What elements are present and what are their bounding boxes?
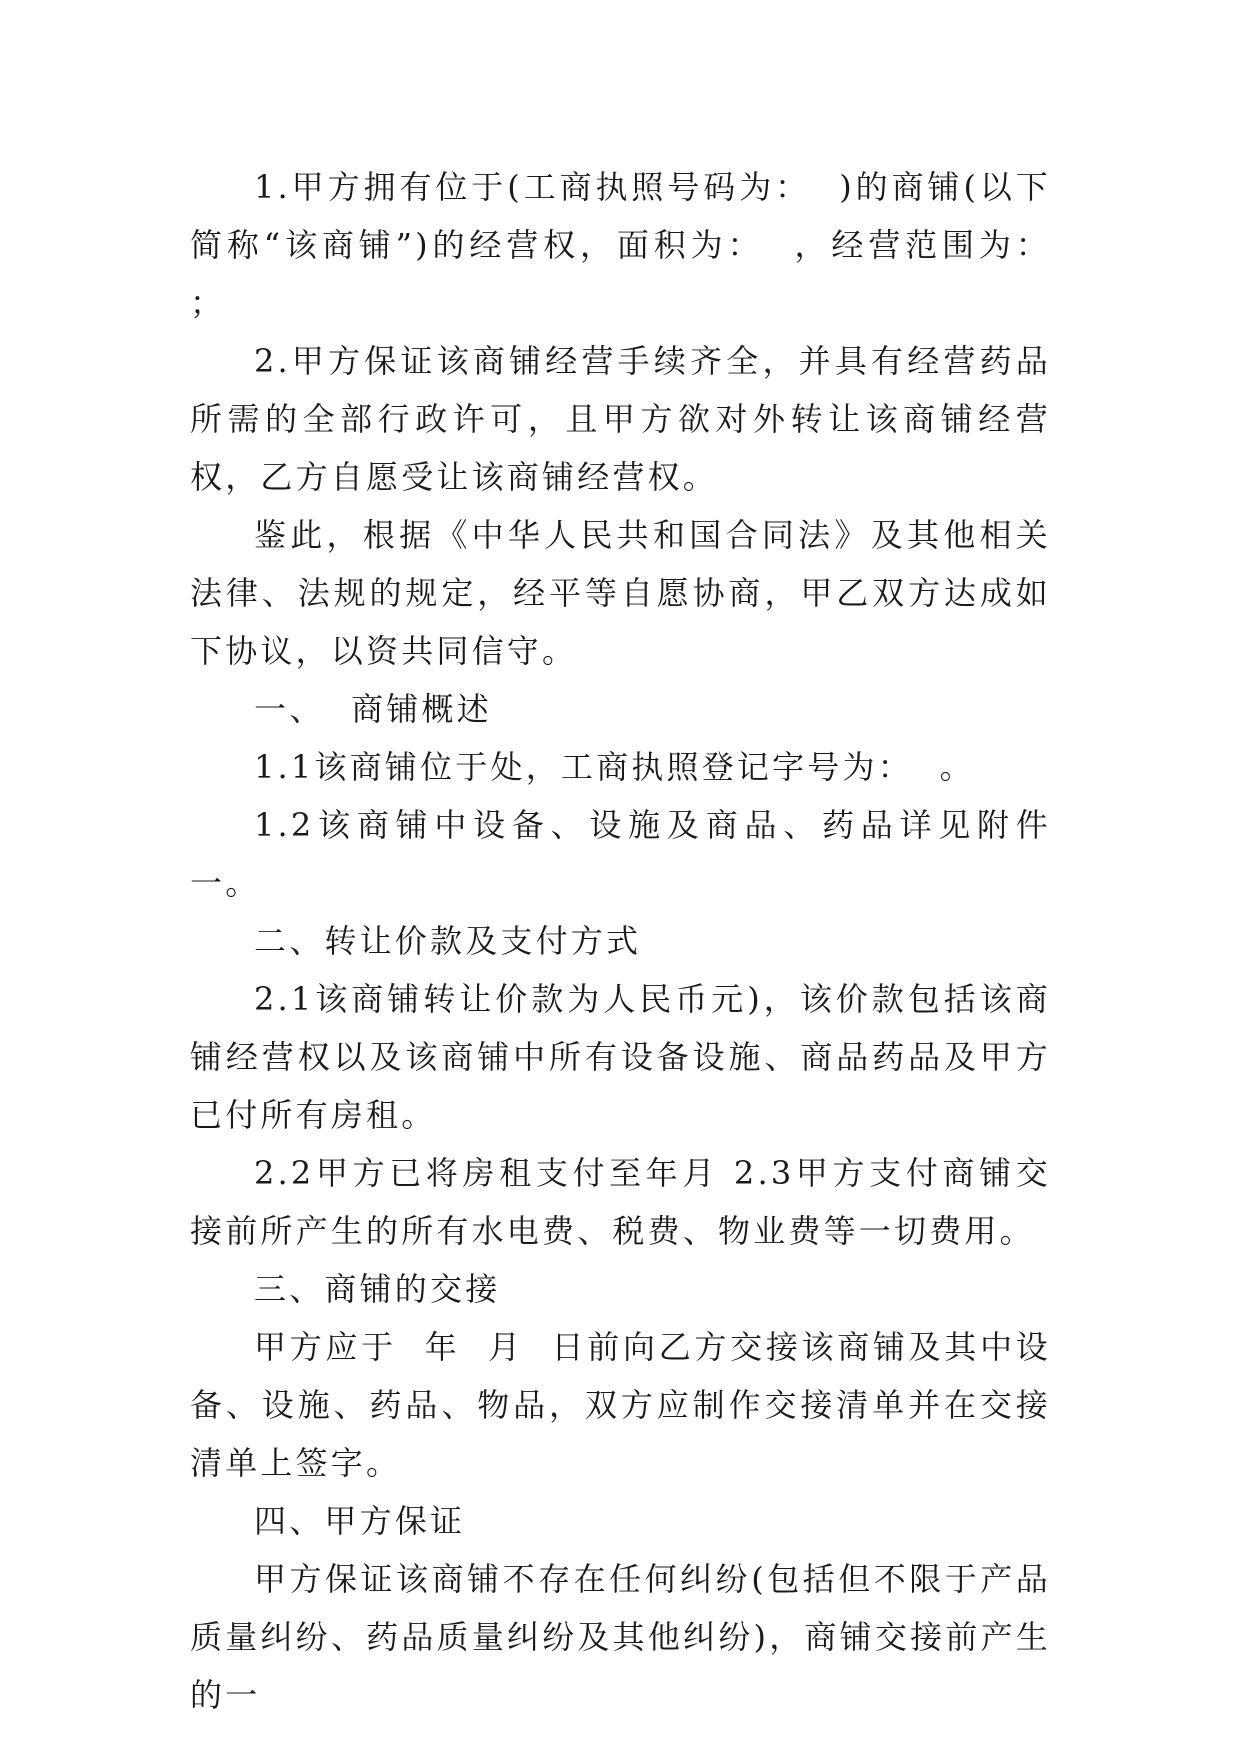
clause-4: 甲方保证该商铺不存在任何纠纷(包括但不限于产品质量纠纷、药品质量纠纷及其他纠纷)，商铺交接前产生的一 [190, 1560, 1051, 1714]
clause-1-2: 1.2该商铺中设备、设施及商品、药品详见附件一。 [190, 806, 1051, 902]
section-heading-4: 四、甲方保证 [254, 1502, 466, 1540]
clause-3: 甲方应于 年 月 日前向乙方交接该商铺及其中设备、设施、药品、物品，双方应制作交接清单并在交接清单上签字。 [190, 1328, 1051, 1482]
section-heading-3: 三、商铺的交接 [254, 1270, 501, 1308]
clause-2-2: 2.2甲方已将房租支付至年月 2.3甲方支付商铺交接前所产生的所有水电费、税费、物业费等一切费用。 [190, 1154, 1051, 1250]
document-body [190, 158, 1078, 1724]
section-heading-1: 一、 商铺概述 [254, 690, 492, 728]
clause-1-1: 1.1该商铺位于处，工商执照登记字号为： 。 [254, 748, 975, 786]
paragraph-2: 2.甲方保证该商铺经营手续齐全，并具有经营药品所需的全部行政许可，且甲方欲对外转让该商铺经营权，乙方自愿受让该商铺经营权。 [190, 342, 1051, 496]
paragraph-1: 1.甲方拥有位于(工商执照号码为： )的商铺(以下简称“该商铺”)的经营权，面积为： ，经营范围为： ； [190, 168, 1078, 322]
paragraph-whereas: 鉴此，根据《中华人民共和国合同法》及其他相关法律、法规的规定，经平等自愿协商，甲乙双方达成如下协议，以资共同信守。 [190, 516, 1051, 670]
clause-2-1: 2.1该商铺转让价款为人民币元)，该价款包括该商铺经营权以及该商铺中所有设备设施、商品药品及甲方已付所有房租。 [190, 980, 1051, 1134]
section-heading-2: 二、转让价款及支付方式 [254, 922, 642, 960]
